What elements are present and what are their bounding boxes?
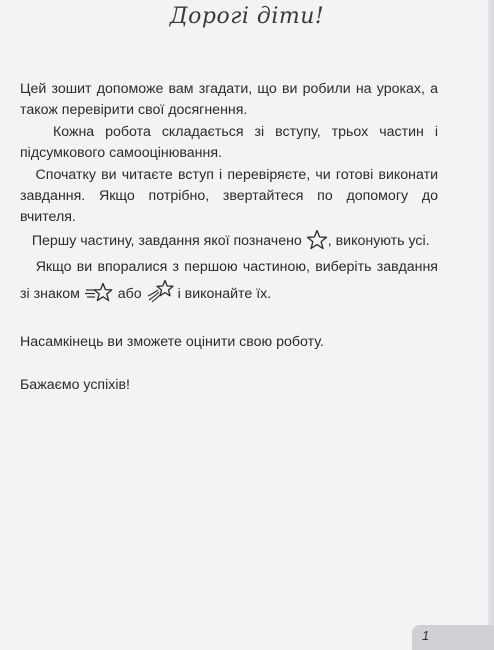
page-title: Дорогі діти! xyxy=(169,4,325,29)
star-outline-icon xyxy=(306,229,328,257)
paragraph-4 xyxy=(20,229,438,257)
shooting-star-icon xyxy=(146,279,174,310)
paragraph-5 xyxy=(20,257,438,310)
paragraph-6: Насамкінець ви зможете оцінити свою роботу. xyxy=(20,334,324,351)
paragraph-5-or: або xyxy=(117,285,142,302)
paragraph-5-text: Якщо ви впоралися з першою частиною, виберіть завдання зі знаком xyxy=(20,259,438,302)
paragraph-4-tail: , виконують усі. xyxy=(327,232,430,249)
paragraph-1: Цей зошит допоможе вам згадати, що ви робили на уроках, а також перевірити свої досягнення. xyxy=(20,81,438,119)
paragraph-5-tail: і виконайте їх. xyxy=(177,285,272,302)
spacer xyxy=(20,353,438,375)
spacer xyxy=(20,310,438,332)
page-edge xyxy=(488,0,494,650)
page-number: 1 xyxy=(422,628,430,643)
paragraph-2-text: Кожна робота складається зі вступу, трьох частин і підсумкового самооцінювання. xyxy=(20,123,439,162)
intro-text xyxy=(20,79,438,397)
speed-star-icon xyxy=(84,282,114,310)
paragraph-2 xyxy=(20,122,438,165)
paragraph-4-text: Першу частину, завдання якої позначено xyxy=(31,232,302,249)
paragraph-3 xyxy=(20,165,438,229)
paragraph-7: Бажаємо успіхів! xyxy=(20,377,130,394)
paragraph-3-text: Спочатку ви читаєте вступ і перевіряєте, чи готові виконати завдання. Якщо потрібно, звертайтеся по допомогу до вчителя. xyxy=(20,166,438,226)
page-number-tab xyxy=(412,625,494,650)
